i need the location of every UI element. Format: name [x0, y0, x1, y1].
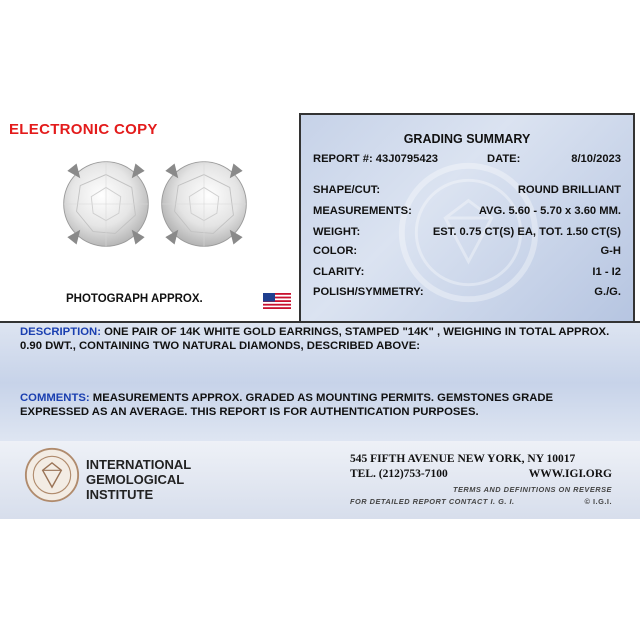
- description-label: DESCRIPTION:: [20, 326, 101, 338]
- diamond-stud-right-image: [158, 158, 250, 250]
- certificate-card: [0, 113, 640, 519]
- organization-name: INTERNATIONAL GEMOLOGICAL INSTITUTE: [86, 457, 192, 502]
- address-line: 545 FIFTH AVENUE NEW YORK, NY 10017: [350, 453, 576, 465]
- comments-paragraph: [20, 391, 620, 419]
- description-paragraph: [20, 325, 620, 353]
- terms-line: TERMS AND DEFINITIONS ON REVERSE: [452, 485, 612, 494]
- diamond-stud-left-image: [60, 158, 152, 250]
- summary-row: [313, 205, 621, 221]
- us-flag-icon: [263, 293, 291, 309]
- summary-row: [313, 226, 621, 242]
- contact-line: [350, 468, 612, 482]
- photo-area: [0, 113, 300, 321]
- measurements-label: MEASUREMENTS:: [313, 205, 412, 217]
- description-text: ONE PAIR OF 14K WHITE GOLD EARRINGS, STAMPED "14K" , WEIGHING IN TOTAL APPROX. 0.90 DWT., CONTAINING TWO NATURAL DIAMONDS, DESCRIBED ABOVE:: [20, 326, 610, 352]
- measurements-value: AVG. 5.60 - 5.70 x 3.60 MM.: [478, 205, 621, 217]
- footer: [0, 441, 640, 519]
- clarity-value: I1 - I2: [592, 266, 621, 278]
- copyright: © I.G.I.: [584, 497, 612, 506]
- website-link[interactable]: WWW.IGI.ORG: [528, 468, 612, 480]
- summary-row: [313, 245, 621, 261]
- color-label: COLOR:: [313, 245, 358, 257]
- polish-symmetry-value: G./G.: [594, 286, 621, 298]
- detail-line: FOR DETAILED REPORT CONTACT I. G. I. © I.G.I.: [350, 497, 612, 506]
- telephone: TEL. (212)753-7100: [350, 468, 448, 480]
- grading-summary-title: GRADING SUMMARY: [403, 132, 531, 146]
- date-label: DATE:: [487, 153, 521, 165]
- polish-symmetry-label: POLISH/SYMMETRY:: [313, 286, 424, 298]
- report-row: [313, 153, 621, 169]
- weight-label: WEIGHT:: [313, 226, 361, 238]
- photo-caption: PHOTOGRAPH APPROX.: [66, 293, 203, 305]
- description-section: [0, 321, 640, 444]
- shape-cut-value: ROUND BRILLIANT: [517, 184, 621, 196]
- report-label: REPORT #: 43J0795423: [313, 153, 439, 165]
- summary-row: [313, 266, 621, 282]
- clarity-label: CLARITY:: [313, 266, 365, 278]
- date-value: 8/10/2023: [571, 153, 621, 165]
- weight-value: EST. 0.75 CT(S) EA, TOT. 1.50 CT(S): [432, 226, 621, 238]
- igi-logo-icon: [24, 447, 80, 503]
- color-value: G-H: [600, 245, 621, 257]
- summary-row: [313, 184, 621, 200]
- summary-row: [313, 286, 621, 302]
- report-number: 43J0795423: [375, 153, 439, 165]
- comments-label: COMMENTS:: [20, 392, 90, 404]
- grading-summary-panel: [299, 113, 635, 321]
- shape-cut-label: SHAPE/CUT:: [313, 184, 381, 196]
- comments-text: MEASUREMENTS APPROX. GRADED AS MOUNTING PERMITS. GEMSTONES GRADE EXPRESSED AS AN AVERAGE. THIS REPORT IS FOR AUTHENTICATION PURPOSES.: [20, 392, 554, 418]
- electronic-copy-label: ELECTRONIC COPY: [9, 121, 158, 138]
